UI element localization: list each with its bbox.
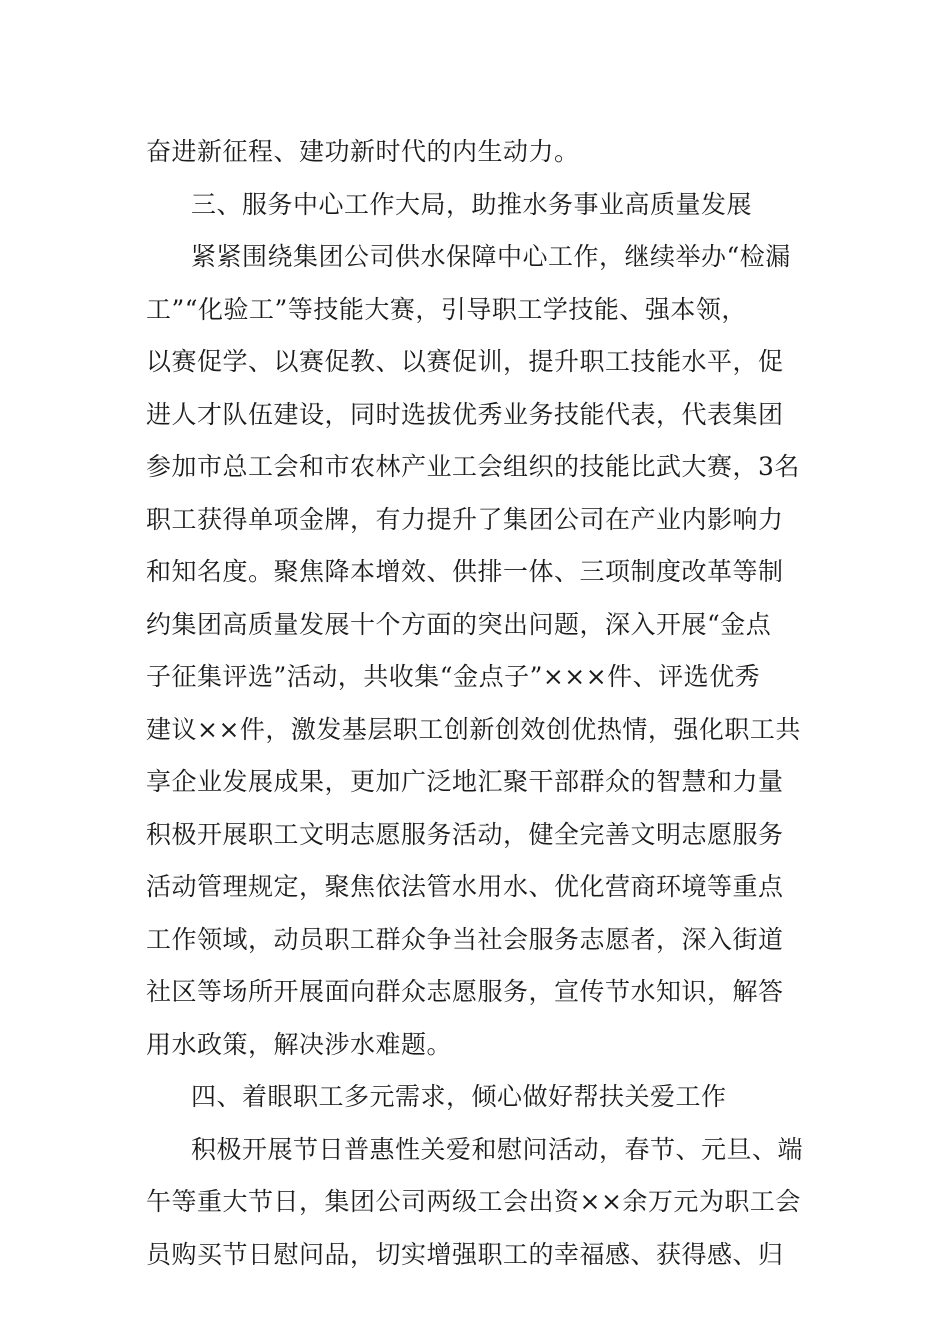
paragraph-line: 职工获得单项金牌，有力提升了集团公司在产业内影响力 [146, 504, 784, 534]
paragraph-line: 奋进新征程、建功新时代的内生动力。 [146, 137, 580, 166]
paragraph-line: 享企业发展成果，更加广泛地汇聚干部群众的智慧和力量 [146, 767, 784, 796]
paragraph-line: 用水政策，解决涉水难题。 [146, 1029, 453, 1059]
paragraph-line: 子征集评选”活动，共收集“金点子”×××件、评选优秀 [146, 662, 761, 691]
paragraph-line: 工”“化验工”等技能大赛，引导职工学技能、强本领， [146, 294, 747, 324]
paragraph-line: 工作领域，动员职工群众争当社会服务志愿者，深入街道 [146, 924, 784, 954]
paragraph-line: 进人才队伍建设，同时选拔优秀业务技能代表，代表集团 [146, 399, 784, 429]
paragraph-line: 紧紧围绕集团公司供水保障中心工作，继续举办“检漏 [191, 242, 791, 271]
paragraph-line: 午等重大节日，集团公司两级工会出资××余万元为职工会 [146, 1187, 801, 1216]
paragraph-line: 以赛促学、以赛促教、以赛促训，提升职工技能水平，促 [146, 347, 784, 376]
section-heading-4: 四、着眼职工多元需求，倾心做好帮扶关爱工作 [191, 1082, 727, 1111]
paragraph-line: 建议××件，激发基层职工创新创效创优热情，强化职工共 [146, 714, 801, 744]
paragraph-line: 活动管理规定，聚焦依法管水用水、优化营商环境等重点 [146, 872, 784, 901]
paragraph-line: 和知名度。聚焦降本增效、供排一体、三项制度改革等制 [146, 557, 784, 586]
paragraph-line: 积极开展职工文明志愿服务活动，健全完善文明志愿服务 [146, 819, 784, 849]
paragraph-line: 参加市总工会和市农林产业工会组织的技能比武大赛，3名 [146, 452, 800, 481]
paragraph-line: 积极开展节日普惠性关爱和慰问活动，春节、元旦、端 [191, 1134, 804, 1164]
paragraph-line: 约集团高质量发展十个方面的突出问题，深入开展“金点 [146, 609, 772, 639]
document-body [146, 126, 810, 1281]
paragraph-line: 社区等场所开展面向群众志愿服务，宣传节水知识，解答 [146, 977, 784, 1006]
paragraph-line: 员购买节日慰问品，切实增强职工的幸福感、获得感、归 [146, 1239, 784, 1269]
section-heading-3: 三、服务中心工作大局，助推水务事业高质量发展 [191, 189, 753, 219]
